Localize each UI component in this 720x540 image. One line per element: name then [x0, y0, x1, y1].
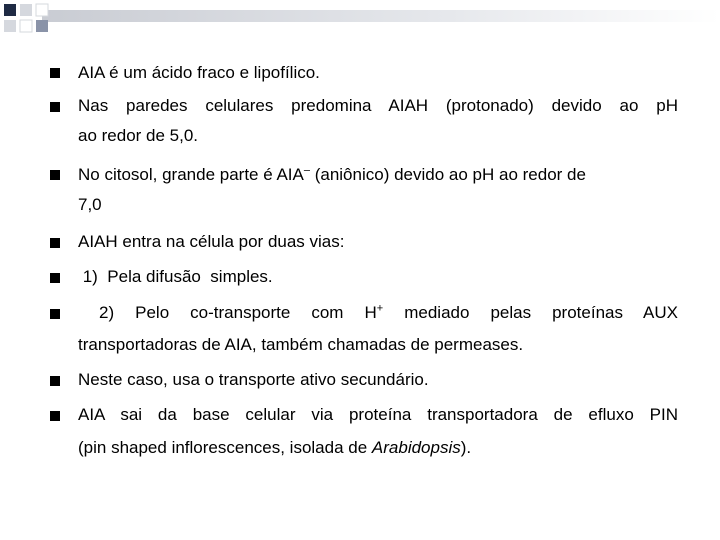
item-line: 1) Pela difusão simples. — [78, 267, 273, 286]
text-segment: No citosol, grande parte é AIA — [78, 165, 304, 184]
item-line: transportadoras de AIA, também chamadas de permeases. — [78, 335, 524, 354]
item-line: 7,0 — [78, 195, 102, 214]
bullet-icon — [50, 170, 60, 180]
item-line: Neste caso, usa o transporte ativo secundário. — [78, 370, 429, 389]
item-line: AIA é um ácido fraco e lipofílico. — [78, 63, 320, 82]
item-line: ao redor de 5,0. — [78, 126, 199, 145]
item-line — [78, 165, 678, 185]
bullet-icon — [50, 102, 60, 112]
species-name: Arabidopsis — [371, 438, 461, 457]
bullet-icon — [50, 309, 60, 319]
bullet-icon — [50, 411, 60, 421]
anion-superscript: – — [303, 164, 310, 177]
bullet-icon — [50, 68, 60, 78]
item-line: Nas paredes celulares predomina AIAH (protonado) devido ao pH — [78, 96, 678, 115]
text-segment: (aniônico) devido ao pH ao redor de — [309, 165, 586, 184]
bullet-icon — [50, 376, 60, 386]
text-segment: 2) Pelo co-transporte com H — [78, 303, 377, 322]
bullet-icon — [50, 238, 60, 248]
proton-superscript: + — [376, 302, 384, 315]
item-line — [78, 303, 678, 323]
text-segment: ). — [460, 438, 472, 457]
item-line: AIA sai da base celular via proteína transportadora de efluxo PIN — [78, 405, 678, 424]
item-line: AIAH entra na célula por duas vias: — [78, 232, 345, 251]
item-line — [78, 438, 678, 458]
bullet-icon — [50, 273, 60, 283]
text-segment: (pin shaped inflorescences, isolada de — [78, 438, 372, 457]
text-segment: mediado pelas proteínas AUX — [383, 303, 679, 322]
